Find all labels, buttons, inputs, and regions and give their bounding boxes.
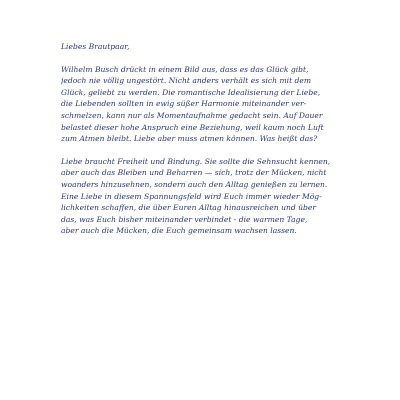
text-line: woanders hinzusehnen, sondern auch den Alltag genießen zu lernen.	[61, 179, 328, 189]
text-line: das, was Euch bisher miteinander verbindet - die warmen Tage,	[61, 214, 308, 224]
text-line: aber auch das Bleiben und Beharren — sich, trotz der Mücken, nicht	[61, 168, 327, 178]
text-line: schmelzen, kann nur als Momentaufnahme gedacht sein. Auf Dauer	[61, 110, 323, 120]
text-line: Liebe braucht Freiheit und Bindung. Sie sollte die Sehnsucht kennen,	[61, 156, 331, 166]
text-line: die Liebenden sollten in ewig süßer Harmonie miteinander ver-	[61, 99, 307, 109]
text-line: Eine Liebe in diesem Spannungsfeld wird Euch immer wieder Mög-	[61, 191, 322, 201]
paragraph-1	[61, 64, 343, 145]
text-line: zum Atmen bleibt. Liebe aber muss atmen können. Was heißt das?	[61, 134, 318, 144]
letter-body	[61, 41, 343, 248]
text-line: belastet dieser hohe Anspruch eine Beziehung, weil kaum noch Luft	[61, 122, 324, 132]
text-line: Wilhelm Busch drückt in einem Bild aus, dass es das Glück gibt,	[61, 64, 309, 74]
text-line: lichkeiten schaffen, die über Euren Alltag hinausreichen und über	[61, 203, 317, 213]
paragraph-2	[61, 156, 343, 237]
text-line: aber auch die Mücken, die Euch gemeinsam wachsen lassen.	[61, 226, 297, 236]
text-line: jedoch nie völlig ungestört. Nicht anders verhält es sich mit dem	[61, 76, 312, 86]
salutation: Liebes Brautpaar,	[61, 42, 130, 51]
text-line: Glück, geliebt zu werden. Die romantische Idealisierung der Liebe,	[61, 87, 321, 97]
